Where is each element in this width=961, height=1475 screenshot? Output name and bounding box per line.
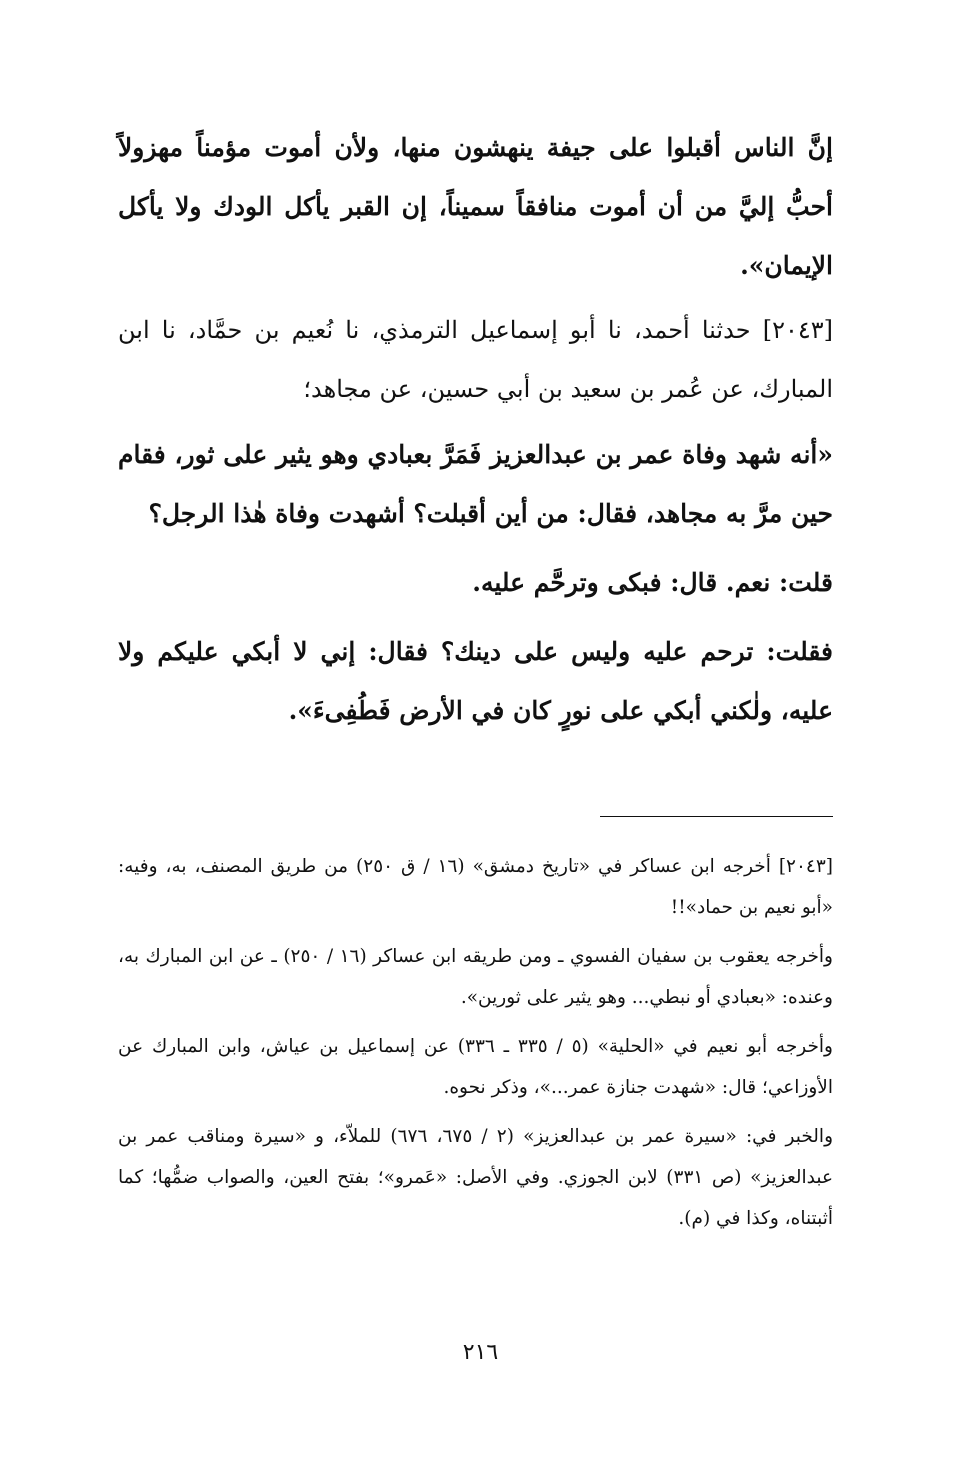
main-text [118,118,833,740]
dialogue-paragraph: قلت: نعم. قال: فبكى وترحَّم عليه. [472,568,833,597]
closing-paragraph: فقلت: ترحم عليه وليس على دينك؟ فقال: إني لا أبكي عليكم ولا عليه، ولٰكني أبكي على نورٍ كان في الأرض فَطُفِىءَ». [118,637,833,725]
quote-continuation-paragraph: إنَّ الناس أقبلوا على جيفة ينهشون منها، ولأن أموت مؤمناً مهزولاً أحبُّ إليَّ من أن أموت منافقاً سميناً، إن القبر يأكل الودك ولا يأكل الإيمان». [118,133,833,280]
footnote-2: وأخرجه يعقوب بن سفيان الفسوي ـ ومن طريقه ابن عساكر (١٦ / ٢٥٠) ـ عن ابن المبارك به، وعنده: «بعبادي أو نبطي... وهو يثير على ثورين». [118,946,833,1008]
narration-paragraph: «أنه شهد وفاة عمر بن عبدالعزيز فَمَرَّ بعبادي وهو يثير على ثور، فقام حين مرَّ به مجاهد، فقال: من أين أقبلت؟ أشهدت وفاة هٰذا الرجل؟ [118,440,833,528]
footnotes [118,846,833,1239]
footnote-1: [٢٠٤٣] أخرجه ابن عساكر في «تاريخ دمشق» (١٦ / ق ٢٥٠) من طريق المصنف، به، وفيه: «أبو نعيم بن حماد»!! [118,856,834,918]
footnote-divider [600,816,833,817]
isnad-paragraph: [٢٠٤٣] حدثنا أحمد، نا أبو إسماعيل الترمذي، نا نُعيم بن حمَّاد، نا ابن المبارك، عن عُمر بن سعيد بن أبي حسين، عن مجاهد؛ [118,316,833,403]
footnote-4: والخبر في: «سيرة عمر بن عبدالعزيز» (٢ / ٦٧٥، ٦٧٦) للملاّء، و «سيرة ومناقب عمر بن عبدالعزيز» (ص ٣٣١) لابن الجوزي. وفي الأصل: «عَمرو»؛ بفتح العين، والصواب ضمُّها؛ كما أثبتناه، وكذا في (م). [118,1126,834,1229]
page-number: ٢١٦ [462,1340,499,1365]
footnote-3: وأخرجه أبو نعيم في «الحلية» (٥ / ٣٣٥ ـ ٣٣٦) عن إسماعيل بن عياش، وابن المبارك عن الأوزاعي؛ قال: «شهدت جنازة عمر...»، وذكر نحوه. [118,1036,833,1098]
